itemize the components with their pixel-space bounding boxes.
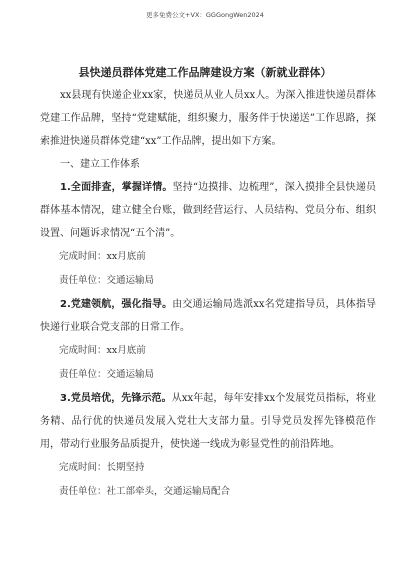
item-3-text: 从xx年起，每年安排xx个发展党员指标，将业务精、品行优的快递员发展入党壮大支部力量。引导党员发挥先锋模范作用，带动行业服务品质提升，使快递一线成为彰显党性的前沿阵地。 xyxy=(40,393,377,450)
intro-paragraph: xx县现有快递企业xx家，快递员从业人员xx人。为深入推进快递员群体党建工作品牌，坚持“党建赋能，组织聚力，服务伴于快递送”工作思路，探索推进快递员群体党建“xx”工作品牌，提出如下方案。 xyxy=(40,90,376,147)
item-1-owner: 责任单位：交通运输局 xyxy=(59,275,155,286)
section-heading: 一、建立工作体系 xyxy=(60,159,140,170)
document-title: 县快递员群体党建工作品牌建设方案（新就业群体） xyxy=(78,66,332,79)
item-2-lead: 2.党建领航，强化指导。 xyxy=(60,299,173,310)
item-3-paragraph xyxy=(40,387,376,456)
header-watermark: 更多免费公文+VX：GGGongWen2024 xyxy=(146,11,264,19)
item-1-lead: 1.全面排查，掌握详情。 xyxy=(60,182,173,193)
item-2-paragraph xyxy=(40,293,376,339)
item-3-lead: 3.党员培优，先锋示范。 xyxy=(60,393,172,404)
item-1-paragraph xyxy=(40,176,376,245)
item-3-deadline: 完成时间：长期坚持 xyxy=(59,462,145,473)
item-2-owner: 责任单位：交通运输局 xyxy=(59,369,155,380)
item-2-text: 由交通运输局选派xx名党建指导员，具体指导快递行业联合党支部的日常工作。 xyxy=(40,299,377,333)
item-3-owner: 责任单位：社工部牵头，交通运输局配合 xyxy=(59,486,231,497)
document-body xyxy=(40,84,376,504)
item-2-deadline: 完成时间：xx月底前 xyxy=(59,345,146,356)
item-1-deadline: 完成时间：xx月底前 xyxy=(59,251,146,262)
item-1-text: 坚持“边摸排、边梳理”，深入摸排全县快递员群体基本情况，建立健全台账，做到经营运行、人员结构、党员分布、组织设置、问题诉求情况“五个清”。 xyxy=(40,182,376,239)
